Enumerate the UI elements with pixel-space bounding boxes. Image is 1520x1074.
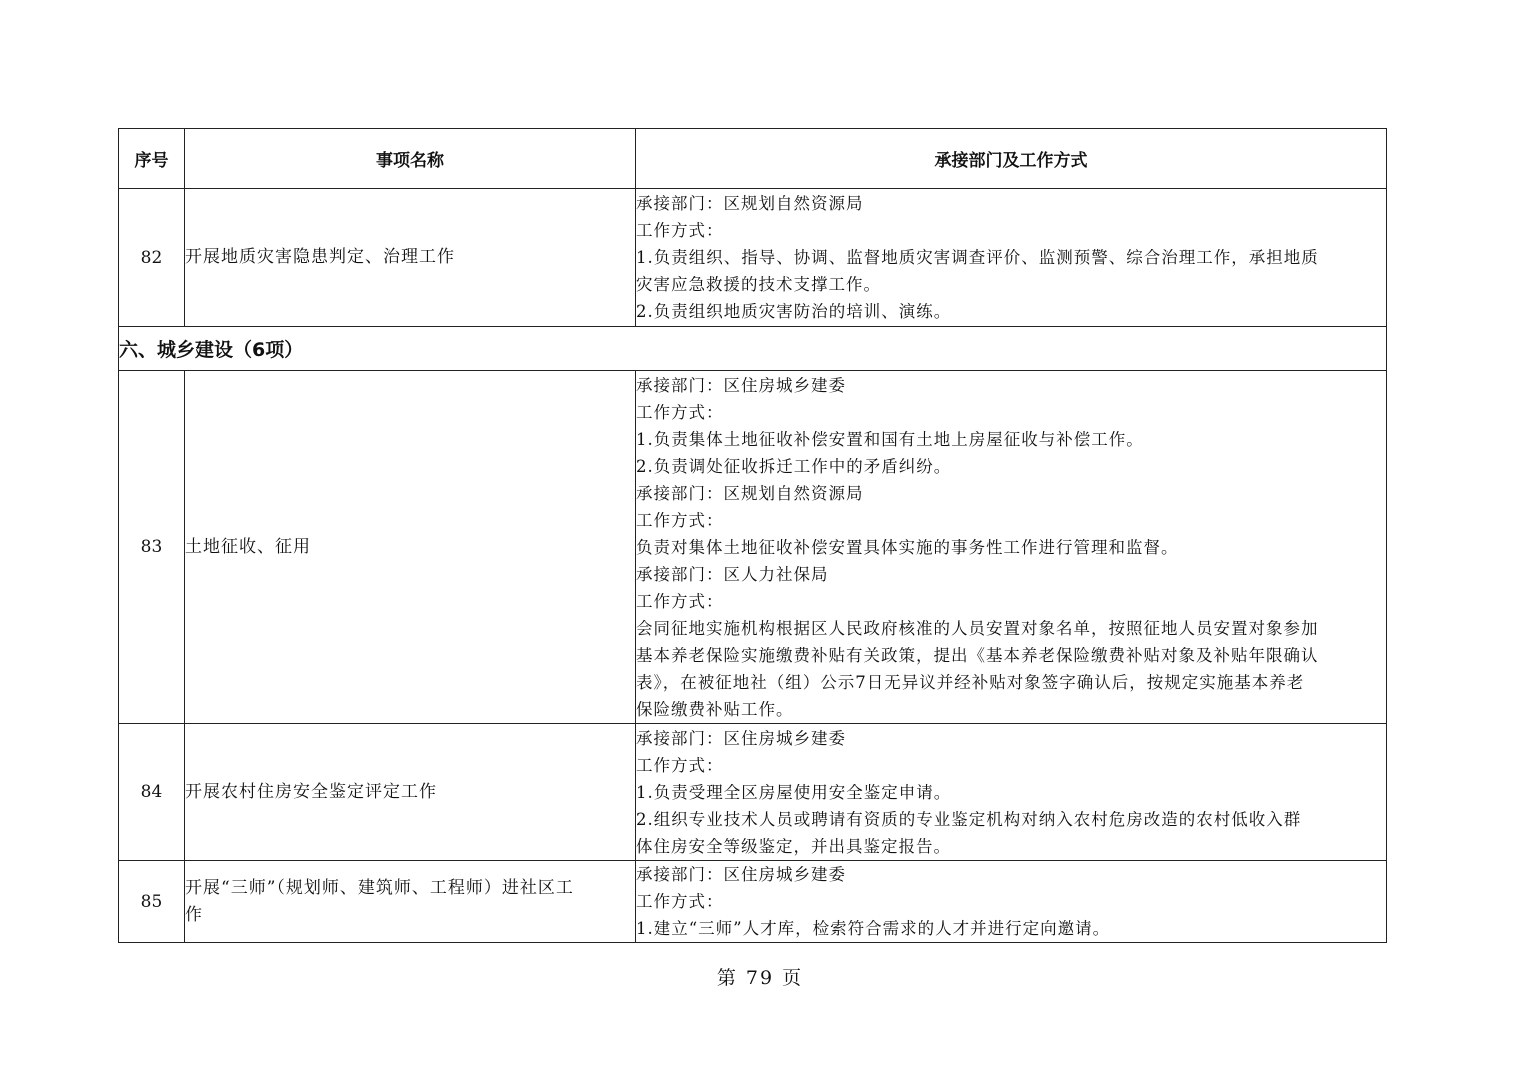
table-row (119, 189, 1387, 327)
desc-line: 承接部门：区人力社保局 (636, 564, 829, 584)
header-name: 事项名称 (185, 129, 636, 189)
row-number: 85 (119, 861, 185, 943)
desc-line: 工作方式： (636, 892, 724, 911)
desc-line: 承接部门：区住房城乡建委 (636, 865, 846, 884)
items-table (118, 128, 1387, 943)
table-row (119, 371, 1387, 724)
section-row (119, 327, 1387, 371)
row-number: 83 (119, 371, 185, 724)
desc-line: 工作方式： (636, 510, 724, 530)
desc-line: 2.组织专业技术人员或聘请有资质的专业鉴定机构对纳入农村危房改造的农村低收入群 (636, 809, 1302, 829)
desc-line: 1.建立“三师”人才库，检索符合需求的人才并进行定向邀请。 (636, 919, 1111, 938)
desc-line: 1.负责集体土地征收补偿安置和国有土地上房屋征收与补偿工作。 (636, 429, 1144, 449)
table-row (119, 861, 1387, 943)
desc-line: 工作方式： (636, 755, 724, 775)
table-header-row (119, 129, 1387, 189)
desc-line: 灾害应急救援的技术支撑工作。 (636, 275, 881, 294)
item-description (636, 861, 1387, 943)
item-name: 土地征收、征用 (185, 371, 636, 724)
desc-line: 1.负责组织、指导、协调、监督地质灾害调查评价、监测预警、综合治理工作，承担地质 (636, 248, 1319, 267)
table-row (119, 724, 1387, 861)
desc-line: 1.负责受理全区房屋使用安全鉴定申请。 (636, 782, 952, 802)
desc-line: 工作方式： (636, 221, 724, 240)
desc-line: 基本养老保险实施缴费补贴有关政策，提出《基本养老保险缴费补贴对象及补贴年限确认 (636, 645, 1319, 665)
desc-line: 保险缴费补贴工作。 (636, 699, 794, 719)
item-name: 开展地质灾害隐患判定、治理工作 (185, 189, 636, 327)
desc-line: 2.负责调处征收拆迁工作中的矛盾纠纷。 (636, 456, 952, 476)
row-number: 84 (119, 724, 185, 861)
desc-line: 工作方式： (636, 402, 724, 422)
desc-line: 承接部门：区规划自然资源局 (636, 194, 864, 213)
desc-line: 承接部门：区住房城乡建委 (636, 375, 846, 395)
item-description (636, 724, 1387, 861)
item-description (636, 189, 1387, 327)
item-name-line: 作 (185, 904, 203, 925)
section-title: 六、城乡建设（6项） (119, 327, 1387, 371)
page-number: 第 79 页 (716, 967, 804, 989)
desc-line: 承接部门：区住房城乡建委 (636, 728, 846, 748)
desc-line: 表》，在被征地社（组）公示7日无异议并经补贴对象签字确认后，按规定实施基本养老 (636, 672, 1305, 692)
desc-line: 工作方式： (636, 591, 724, 611)
desc-line: 会同征地实施机构根据区人民政府核准的人员安置对象名单，按照征地人员安置对象参加 (636, 618, 1319, 638)
item-name (185, 861, 636, 943)
row-number: 82 (119, 189, 185, 327)
header-no: 序号 (119, 129, 185, 189)
desc-line: 2.负责组织地质灾害防治的培训、演练。 (636, 302, 952, 321)
item-description (636, 371, 1387, 724)
item-name-line: 开展“三师”（规划师、建筑师、工程师）进社区工 (185, 877, 574, 898)
item-name: 开展农村住房安全鉴定评定工作 (185, 724, 636, 861)
header-dept: 承接部门及工作方式 (636, 129, 1387, 189)
desc-line: 体住房安全等级鉴定，并出具鉴定报告。 (636, 836, 951, 856)
desc-line: 承接部门：区规划自然资源局 (636, 483, 864, 503)
desc-line: 负责对集体土地征收补偿安置具体实施的事务性工作进行管理和监督。 (636, 537, 1179, 557)
